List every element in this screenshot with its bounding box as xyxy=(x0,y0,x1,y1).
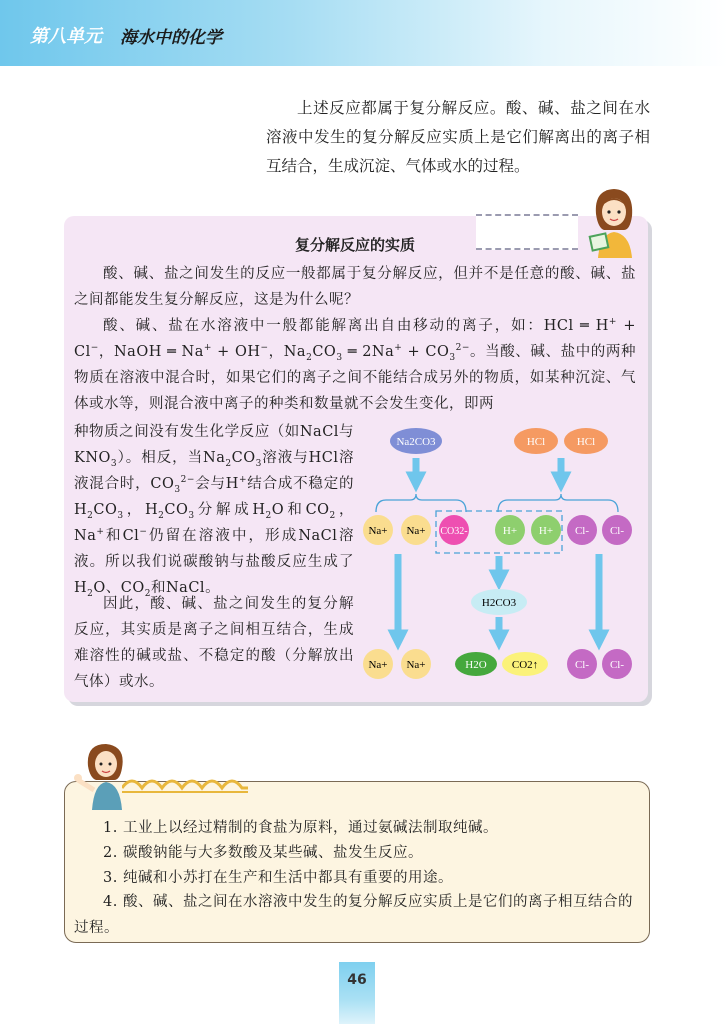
svg-text:HCl: HCl xyxy=(526,436,546,448)
svg-text:CO32-: CO32- xyxy=(440,526,468,537)
waving-girl-illustration xyxy=(74,740,134,810)
chapter-header xyxy=(0,0,728,66)
summary-item-3: 3. 纯碱和小苏打在生产和生活中都具有重要的用途。 xyxy=(103,870,453,886)
h-ion-1 xyxy=(495,515,525,545)
ion-reaction-diagram xyxy=(360,420,638,690)
hcl-bubble-1 xyxy=(514,428,558,454)
svg-text:Cl-: Cl- xyxy=(609,659,625,671)
box-paragraph-4: 因此，酸、碱、盐之间发生的复分解反应，其实质是离子之间相互结合，生成难溶性的碱或盐、不稳定的酸（分解放出气体）或水。 xyxy=(74,596,354,690)
summary-item-2: 2. 碳酸钠能与大多数酸及某些碱、盐发生反应。 xyxy=(103,845,423,861)
hcl-bubble-2 xyxy=(564,428,608,454)
na2co3-bubble xyxy=(390,428,442,454)
cl-ion-1 xyxy=(567,515,597,545)
h2o-product xyxy=(455,652,497,676)
na-ion-2 xyxy=(401,515,431,545)
summary-item-4: 4. 酸、碱、盐之间在水溶液中发生的复分解反应实质上是它们的离子相互结合的过程。 xyxy=(74,894,633,936)
svg-text:Cl-: Cl- xyxy=(574,659,590,671)
co2-product xyxy=(502,652,548,676)
cl-ion-2 xyxy=(602,515,632,545)
unit-label: 第八单元 xyxy=(30,26,102,47)
svg-text:H2O: H2O xyxy=(465,659,487,671)
box-title: 复分解反应的实质 xyxy=(294,236,415,254)
svg-text:Na+: Na+ xyxy=(368,659,388,671)
box-paragraph-3: 种物质之间没有发生化学反应（如NaCl与$KNO_3$）。相反，当$Na_2CO_3$溶液与HCl溶液混合时，$CO_3^{2-}$会与H+结合成不稳定的$H_2CO_3$，$H_2CO_3$分解成$H_2O$和$CO_2$，Na+和Cl−仍留在溶液中，形成NaCl溶液。所以我们说碳酸钠与盐酸反应生成了$H_2O$、$CO_2$和NaCl。 xyxy=(74,424,355,599)
box-paragraph-2: 酸、碱、盐在水溶液中一般都能解离出自由移动的离子，如：HCl ═ H+ + Cl−，NaOH ═ Na+ + OH−，$Na_2CO_3$ ═ $2Na^+ + CO_3^{2-}$。当酸、碱、盐中的两种物质在溶液中混合时，如果它们的离子之间不能结合成另外的物质，如某种沉淀、气体或水等，则混合液中离子的种类和数量就不会发生变化，即两 xyxy=(74,317,637,412)
cl-product-1 xyxy=(567,649,597,679)
svg-text:Na+: Na+ xyxy=(368,525,388,537)
brace-left xyxy=(376,494,466,512)
brace-right xyxy=(498,494,618,512)
svg-text:H2CO3: H2CO3 xyxy=(481,597,517,609)
svg-text:Cl-: Cl- xyxy=(609,525,625,537)
box-paragraph-1: 酸、碱、盐之间发生的反应一般都属于复分解反应，但并不是任意的酸、碱、盐之间都能发生复分解反应，这是为什么呢？ xyxy=(74,266,636,308)
svg-text:H+: H+ xyxy=(502,525,518,537)
h2co3-bubble xyxy=(471,589,527,615)
intro-paragraph: 上述反应都属于复分解反应。酸、碱、盐之间在水溶液中发生的复分解反应实质上是它们解离出的离子相互结合，生成沉淀、气体或水的过程。 xyxy=(266,99,650,175)
na-ion-1 xyxy=(363,515,393,545)
na-product-2 xyxy=(401,649,431,679)
svg-text:Cl-: Cl- xyxy=(574,525,590,537)
cl-product-2 xyxy=(602,649,632,679)
svg-text:HCl: HCl xyxy=(576,436,596,448)
svg-text:CO2↑: CO2↑ xyxy=(511,659,539,671)
co3-ion xyxy=(439,515,469,545)
svg-text:Na+: Na+ xyxy=(406,659,426,671)
svg-text:Na2CO3: Na2CO3 xyxy=(396,436,436,448)
summary-item-1: 1. 工业上以经过精制的食盐为原料，通过氨碱法制取纯碱。 xyxy=(103,820,498,836)
na-product-1 xyxy=(363,649,393,679)
svg-text:H+: H+ xyxy=(538,525,554,537)
h-ion-2 xyxy=(531,515,561,545)
chapter-topic: 海水中的化学 xyxy=(120,28,222,48)
svg-text:Na+: Na+ xyxy=(406,525,426,537)
scallop-decoration xyxy=(122,774,248,798)
page-number: 46 xyxy=(347,972,367,988)
